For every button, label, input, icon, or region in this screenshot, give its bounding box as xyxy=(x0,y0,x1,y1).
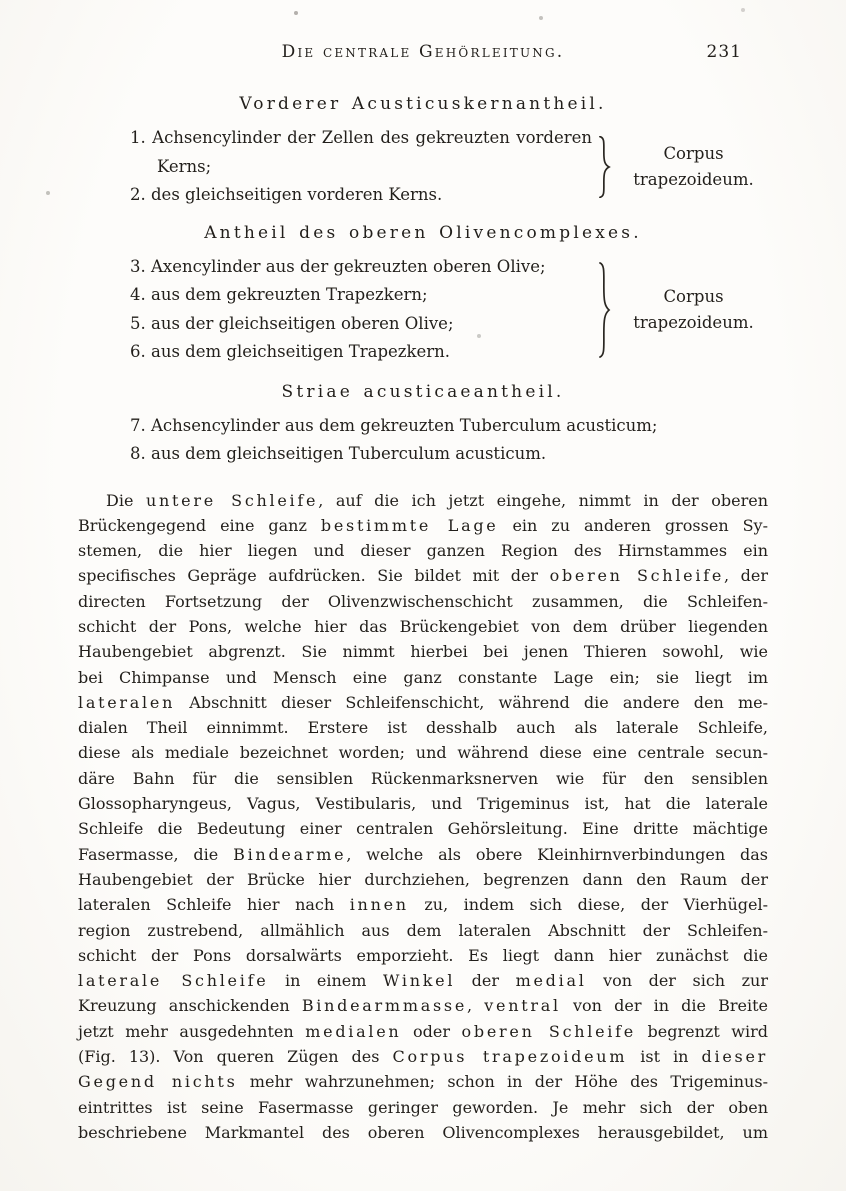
text-run: beschriebene Markmantel des oberen Olivencomplexes herausgebildet, um xyxy=(78,1122,768,1142)
text-run: Kreuzung anschickenden xyxy=(78,996,302,1016)
text-run: directen Fortsetzung der Olivenzwischenschicht zusammen, die Schleifen- xyxy=(78,591,768,611)
paragraph-line xyxy=(78,1095,768,1120)
item-text: Achsencylinder aus dem gekreuzten Tuberculum acusticum; xyxy=(145,415,658,435)
item-text: des gleichseitigen vorderen Kerns. xyxy=(145,185,443,204)
text-run: bei Chimpanse und Mensch eine ganz constante Lage ein; sie liegt im xyxy=(78,667,768,687)
section-row xyxy=(78,124,768,210)
body-paragraph xyxy=(78,488,768,1146)
spaced-emphasis-text: laterale Schleife xyxy=(78,971,269,991)
list-item xyxy=(130,124,592,181)
paragraph-line xyxy=(78,867,768,892)
section-heading: Antheil des oberen Olivencomplexes. xyxy=(204,222,642,243)
text-run: Schleife die Bedeutung einer centralen Gehörsleitung. Eine dritte mächtige xyxy=(78,819,768,839)
item-number: 1. xyxy=(130,128,146,147)
brace-label: Corpus trapezoideum. xyxy=(633,143,754,189)
paragraph-line xyxy=(78,892,768,917)
spaced-emphasis-text: oberen Schleife xyxy=(461,1021,636,1041)
text-run: , welche als obere Kleinhirnverbindungen das xyxy=(346,844,769,864)
text-run: diese als mediale bezeichnet worden; und während diese eine centrale secun- xyxy=(78,743,768,763)
item-number: 5. xyxy=(130,313,146,333)
item-text: aus dem gekreuzten Trapezkern; xyxy=(145,285,428,304)
text-run: stemen, die hier liegen und dieser ganzen Region des Hirnstammes ein xyxy=(78,541,768,561)
item-number: 6. xyxy=(130,342,146,361)
text-run: region zustrebend, allmählich aus dem lateralen Abschnitt der Schleifen- xyxy=(78,920,768,940)
text-run: von der sich zur xyxy=(586,971,768,991)
spaced-emphasis-text: innen xyxy=(349,895,409,915)
text-run: schicht der Pons dorsalwärts emporzieht. Es liegt dann hier zunächst die xyxy=(78,945,768,965)
spaced-emphasis-text: oberen Schleife xyxy=(549,566,725,586)
numbered-list xyxy=(130,124,592,210)
text-run: eintrittes ist seine Fasermasse geringer geworden. Je mehr sich der oben xyxy=(78,1097,768,1117)
text-run: oder xyxy=(401,1021,462,1041)
item-number: 4. xyxy=(130,285,146,304)
numbered-list xyxy=(130,412,728,469)
text-run: von der in die Breite xyxy=(560,996,769,1016)
list-item xyxy=(130,310,592,339)
paragraph-line xyxy=(78,665,768,690)
text-run: mehr wahrzunehmen; schon in der Höhe des Trigeminus- xyxy=(237,1072,768,1092)
page-number: 231 xyxy=(706,42,742,62)
list-item xyxy=(130,338,592,367)
paragraph-line xyxy=(78,993,768,1018)
text-run: Brückengegend eine ganz xyxy=(78,515,321,535)
paragraph-line xyxy=(78,639,768,664)
paragraph-line xyxy=(78,766,768,791)
outline-section-striae-acusticae xyxy=(78,382,768,469)
brace-group xyxy=(592,136,768,198)
paragraph-line xyxy=(78,1120,768,1145)
text-run: Fasermasse, die xyxy=(78,844,234,864)
text-run: begrenzt wird xyxy=(635,1021,769,1041)
text-run: schicht der Pons, welche hier das Brückengebiet von dem drüber liegenden xyxy=(78,616,768,636)
section-row xyxy=(78,253,768,367)
text-run: specifisches Gepräge aufdrücken. Sie bildet mit der xyxy=(78,566,550,586)
text-run: , xyxy=(467,996,485,1016)
section-row xyxy=(78,412,768,469)
paragraph-line xyxy=(78,740,768,765)
list-item xyxy=(130,181,592,210)
text-run: dialen Theil einnimmt. Erstere ist desshalb auch als laterale Schleife, xyxy=(78,718,768,738)
item-number: 8. xyxy=(130,444,146,463)
item-text: aus dem gleichseitigen Trapezkern. xyxy=(145,342,451,361)
section-heading: Striae acusticaeantheil. xyxy=(281,381,565,402)
brace-group xyxy=(592,262,768,358)
spaced-emphasis-text: medial xyxy=(515,971,587,991)
outline-section-anterior-nucleus xyxy=(78,94,768,210)
paragraph-line xyxy=(78,538,768,563)
text-run: zu, indem sich diese, der Vierhügel- xyxy=(408,895,768,915)
spaced-emphasis-text: lateralen xyxy=(78,692,176,712)
list-item xyxy=(130,253,592,282)
outline-section-olive-complex xyxy=(78,223,768,367)
paragraph-line xyxy=(78,918,768,943)
text-run: ein zu anderen grossen Sy- xyxy=(498,515,768,535)
paragraph-line xyxy=(78,842,768,867)
item-text: aus der gleichseitigen oberen Olive; xyxy=(145,313,454,333)
curly-brace-icon xyxy=(598,136,611,198)
running-title: Die centrale Gehörleitung. xyxy=(281,42,565,62)
running-header xyxy=(78,42,768,66)
paragraph-line xyxy=(78,589,768,614)
spaced-emphasis-text: untere Schleife xyxy=(145,490,319,510)
paragraph-line xyxy=(78,690,768,715)
text-run: Abschnitt dieser Schleifenschicht, während die andere den me- xyxy=(175,692,768,712)
paragraph-line xyxy=(78,943,768,968)
spaced-emphasis-text: Bindearme xyxy=(233,844,347,864)
text-run: Die xyxy=(106,490,146,510)
list-item xyxy=(130,440,728,469)
section-heading: Vorderer Acusticuskernantheil. xyxy=(239,94,607,114)
item-text: aus dem gleichseitigen Tuberculum acusticum. xyxy=(145,444,547,463)
paragraph-line xyxy=(78,488,768,513)
text-run: der xyxy=(455,971,516,991)
paragraph-line xyxy=(78,614,768,639)
paragraph-line xyxy=(78,1019,768,1044)
item-number: 2. xyxy=(130,185,146,204)
paragraph-line xyxy=(78,513,768,538)
paragraph-line xyxy=(78,1069,768,1094)
text-run: däre Bahn für die sensiblen Rückenmarksnerven wie für den sensiblen xyxy=(78,768,768,788)
text-run: Haubengebiet der Brücke hier durchziehen, begrenzen dann den Raum der xyxy=(78,869,768,889)
curly-brace-icon xyxy=(598,262,611,358)
paragraph-line xyxy=(78,715,768,740)
numbered-list xyxy=(130,253,592,367)
spaced-emphasis-text: medialen xyxy=(305,1021,402,1041)
text-run: , der xyxy=(724,566,768,586)
spaced-emphasis-text: Gegend nichts xyxy=(78,1072,238,1092)
brace-label: Corpus trapezoideum. xyxy=(633,286,754,332)
text-run: (Fig. 13). Von queren Zügen des xyxy=(78,1047,393,1067)
spaced-emphasis-text: dieser xyxy=(701,1047,769,1067)
text-run: in einem xyxy=(268,971,383,991)
spaced-emphasis-text: Winkel xyxy=(382,971,456,991)
paragraph-line xyxy=(78,791,768,816)
text-run: jetzt mehr ausgedehnten xyxy=(78,1021,306,1041)
spaced-emphasis-text: Corpus trapezoideum xyxy=(392,1047,628,1067)
spaced-emphasis-text: bestimmte Lage xyxy=(320,515,499,535)
paragraph-line xyxy=(78,816,768,841)
item-number: 7. xyxy=(130,415,146,435)
text-run: ist in xyxy=(627,1047,702,1067)
spaced-emphasis-text: Bindearmmasse xyxy=(301,996,468,1016)
list-item xyxy=(130,281,592,310)
list-item xyxy=(130,412,728,441)
item-text: Axencylinder aus der gekreuzten oberen Olive; xyxy=(145,256,546,276)
spaced-emphasis-text: ventral xyxy=(484,996,561,1016)
paragraph-line xyxy=(78,563,768,588)
text-run: Haubengebiet abgrenzt. Sie nimmt hierbei bei jenen Thieren sowohl, wie xyxy=(78,642,768,662)
text-run: lateralen Schleife hier nach xyxy=(78,895,350,915)
text-run: Glossopharyngeus, Vagus, Vestibularis, und Trigeminus ist, hat die laterale xyxy=(78,794,768,814)
paragraph-line xyxy=(78,1044,768,1069)
item-number: 3. xyxy=(130,256,146,276)
item-text: Achsencylinder der Zellen des gekreuzten vorderen Kerns; xyxy=(145,128,592,176)
text-run: , auf die ich jetzt eingehe, nimmt in der oberen xyxy=(318,490,768,510)
paragraph-line xyxy=(78,968,768,993)
